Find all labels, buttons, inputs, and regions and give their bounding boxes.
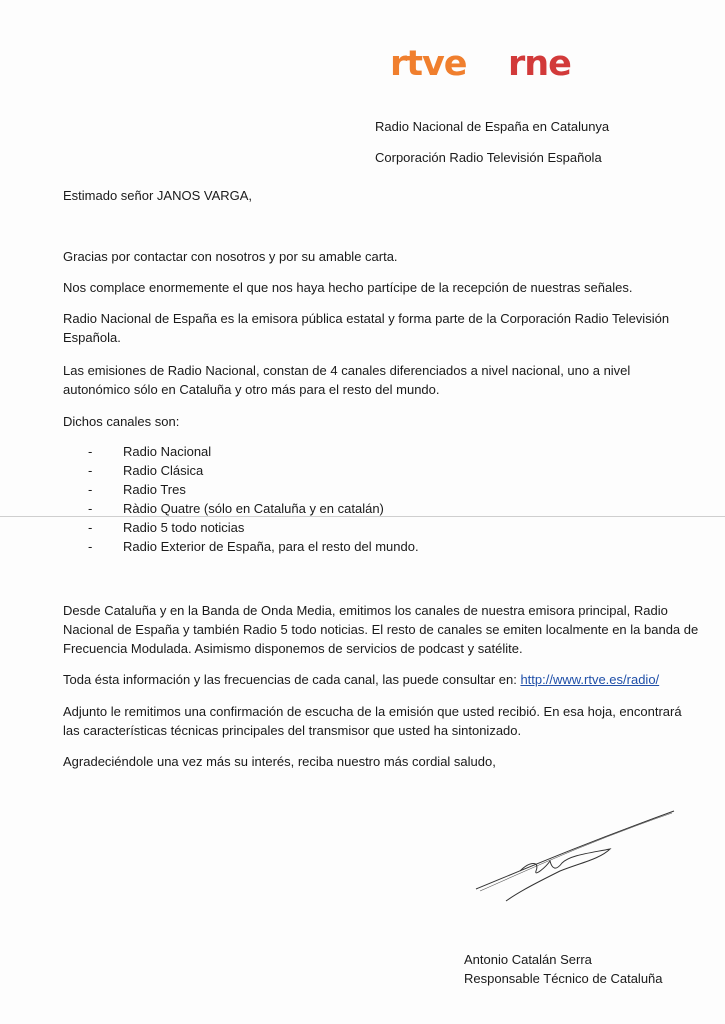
list-item xyxy=(88,444,419,463)
paragraph-6-line-1: Desde Cataluña y en la Banda de Onda Media, emitimos los canales de nuestra emisora principal, Radio xyxy=(63,603,668,618)
list-dash: - xyxy=(88,520,93,535)
paragraph-6-line-2: Nacional de España y también Radio 5 todo noticias. El resto de canales se emiten localmente en la banda de xyxy=(63,622,699,637)
channel-name: Radio Clásica xyxy=(123,463,204,478)
signatory-title: Responsable Técnico de Cataluña xyxy=(464,971,663,986)
signatory-name: Antonio Catalán Serra xyxy=(464,952,592,967)
rtve-radio-link[interactable]: http://www.rtve.es/radio/ xyxy=(520,672,660,687)
paragraph-3-line-2: Española. xyxy=(63,330,121,345)
paragraph-3-line-1: Radio Nacional de España es la emisora pública estatal y forma parte de la Corporación Radio Televisión xyxy=(63,311,670,326)
handwritten-signature xyxy=(460,805,680,905)
paragraph-8 xyxy=(63,702,713,740)
show-through-watermark xyxy=(150,45,164,95)
list-item xyxy=(88,482,419,501)
list-dash: - xyxy=(88,444,93,459)
channel-name: Radio Exterior de España, para el resto del mundo. xyxy=(123,539,419,554)
list-item xyxy=(88,539,419,558)
rne-logo: rne xyxy=(508,44,571,84)
paragraph-4 xyxy=(63,361,713,399)
list-item xyxy=(88,501,419,520)
paragraph-6-line-3: Frecuencia Modulada. Asimismo disponemos de servicios de podcast y satélite. xyxy=(63,641,523,656)
channel-name: Ràdio Quatre (sólo en Cataluña y en catalán) xyxy=(123,501,384,516)
channel-list xyxy=(88,444,419,558)
paragraph-4-line-1: Las emisiones de Radio Nacional, constan de 4 canales diferenciados a nivel nacional, uno a nivel xyxy=(63,363,631,378)
channel-name: Radio Nacional xyxy=(123,444,212,459)
channel-name: Radio 5 todo noticias xyxy=(123,520,245,535)
paper-fold-line xyxy=(0,516,725,517)
paragraph-6 xyxy=(63,601,713,658)
rtve-logo: rtve xyxy=(390,44,467,84)
list-dash: - xyxy=(88,501,93,516)
paragraph-9: Agradeciéndole una vez más su interés, reciba nuestro más cordial saludo, xyxy=(63,754,496,769)
list-item xyxy=(88,463,419,482)
paragraph-8-line-1: Adjunto le remitimos una confirmación de escucha de la emisión que usted recibió. En esa hoja, encontrará xyxy=(63,704,682,719)
paragraph-1: Gracias por contactar con nosotros y por su amable carta. xyxy=(63,249,398,264)
list-dash: - xyxy=(88,463,93,478)
paragraph-2: Nos complace enormemente el que nos haya hecho partícipe de la recepción de nuestras señales. xyxy=(63,280,633,295)
list-dash: - xyxy=(88,482,93,497)
channel-name: Radio Tres xyxy=(123,482,186,497)
list-item xyxy=(88,520,419,539)
list-dash: - xyxy=(88,539,93,554)
paragraph-4-line-2: autonómico sólo en Cataluña y otro más para el resto del mundo. xyxy=(63,382,440,397)
paragraph-7-text: Toda ésta información y las frecuencias de cada canal, las puede consultar en: xyxy=(63,672,521,687)
sender-line-2: Corporación Radio Televisión Española xyxy=(375,150,602,165)
paragraph-3 xyxy=(63,309,713,347)
paragraph-5: Dichos canales son: xyxy=(63,414,180,429)
sender-line-1: Radio Nacional de España en Catalunya xyxy=(375,119,610,134)
paragraph-7 xyxy=(63,670,713,689)
salutation: Estimado señor JANOS VARGA, xyxy=(63,188,253,203)
paragraph-8-line-2: las características técnicas principales del transmisor que usted ha sintonizado. xyxy=(63,723,522,738)
